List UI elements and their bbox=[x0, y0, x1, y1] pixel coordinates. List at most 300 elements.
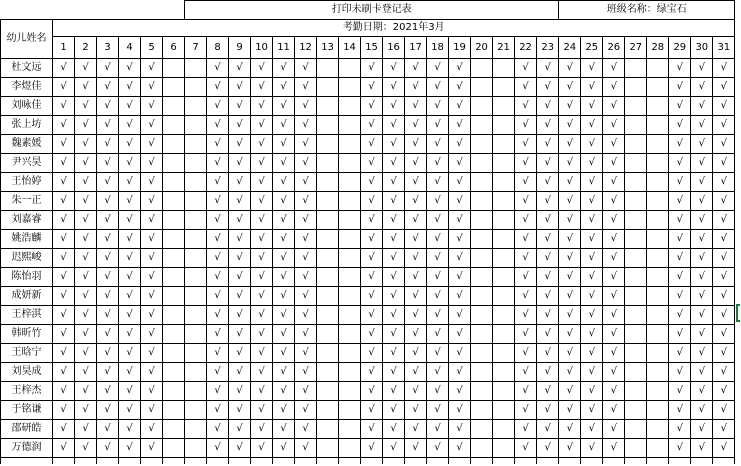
empty-day-cell[interactable] bbox=[625, 382, 647, 401]
check-mark-cell[interactable]: √ bbox=[669, 287, 691, 306]
empty-day-cell[interactable] bbox=[647, 306, 669, 325]
check-mark-cell[interactable]: √ bbox=[251, 249, 273, 268]
check-mark-cell[interactable]: √ bbox=[97, 249, 119, 268]
check-mark-cell[interactable]: √ bbox=[207, 135, 229, 154]
child-name-cell[interactable]: 韩昕竹 bbox=[1, 325, 53, 344]
empty-day-cell[interactable] bbox=[647, 97, 669, 116]
check-mark-cell[interactable]: √ bbox=[75, 325, 97, 344]
check-mark-cell[interactable]: √ bbox=[229, 97, 251, 116]
check-mark-cell[interactable]: √ bbox=[669, 249, 691, 268]
check-mark-cell[interactable]: √ bbox=[581, 59, 603, 78]
check-mark-cell[interactable]: √ bbox=[53, 439, 75, 458]
check-mark-cell[interactable]: √ bbox=[581, 116, 603, 135]
check-mark-cell[interactable]: √ bbox=[713, 344, 735, 363]
empty-day-cell[interactable] bbox=[647, 211, 669, 230]
check-mark-cell[interactable]: √ bbox=[119, 116, 141, 135]
check-mark-cell[interactable]: √ bbox=[207, 382, 229, 401]
check-mark-cell[interactable]: √ bbox=[559, 325, 581, 344]
check-mark-cell[interactable]: √ bbox=[691, 344, 713, 363]
check-mark-cell[interactable]: √ bbox=[273, 230, 295, 249]
empty-day-cell[interactable] bbox=[317, 420, 339, 439]
empty-day-cell[interactable] bbox=[471, 401, 493, 420]
check-mark-cell[interactable]: √ bbox=[581, 344, 603, 363]
check-mark-cell[interactable]: √ bbox=[559, 211, 581, 230]
empty-grid-cell[interactable] bbox=[471, 458, 493, 464]
check-mark-cell[interactable]: √ bbox=[669, 59, 691, 78]
check-mark-cell[interactable]: √ bbox=[713, 78, 735, 97]
empty-grid-cell[interactable] bbox=[669, 458, 691, 464]
check-mark-cell[interactable]: √ bbox=[515, 287, 537, 306]
empty-day-cell[interactable] bbox=[185, 78, 207, 97]
check-mark-cell[interactable]: √ bbox=[383, 230, 405, 249]
empty-day-cell[interactable] bbox=[471, 78, 493, 97]
check-mark-cell[interactable]: √ bbox=[669, 135, 691, 154]
check-mark-cell[interactable]: √ bbox=[361, 420, 383, 439]
check-mark-cell[interactable]: √ bbox=[97, 192, 119, 211]
empty-day-cell[interactable] bbox=[185, 363, 207, 382]
check-mark-cell[interactable]: √ bbox=[405, 59, 427, 78]
check-mark-cell[interactable]: √ bbox=[537, 135, 559, 154]
check-mark-cell[interactable]: √ bbox=[449, 325, 471, 344]
empty-grid-cell[interactable] bbox=[405, 458, 427, 464]
check-mark-cell[interactable]: √ bbox=[603, 59, 625, 78]
empty-day-cell[interactable] bbox=[647, 230, 669, 249]
empty-day-cell[interactable] bbox=[163, 325, 185, 344]
check-mark-cell[interactable]: √ bbox=[515, 135, 537, 154]
check-mark-cell[interactable]: √ bbox=[229, 439, 251, 458]
check-mark-cell[interactable]: √ bbox=[559, 116, 581, 135]
child-name-cell[interactable]: 尹兴昊 bbox=[1, 154, 53, 173]
check-mark-cell[interactable]: √ bbox=[537, 97, 559, 116]
check-mark-cell[interactable]: √ bbox=[405, 306, 427, 325]
check-mark-cell[interactable]: √ bbox=[119, 306, 141, 325]
empty-day-cell[interactable] bbox=[471, 306, 493, 325]
check-mark-cell[interactable]: √ bbox=[97, 78, 119, 97]
empty-day-cell[interactable] bbox=[493, 363, 515, 382]
check-mark-cell[interactable]: √ bbox=[581, 439, 603, 458]
check-mark-cell[interactable]: √ bbox=[713, 59, 735, 78]
empty-day-cell[interactable] bbox=[317, 116, 339, 135]
empty-day-cell[interactable] bbox=[317, 173, 339, 192]
check-mark-cell[interactable]: √ bbox=[691, 211, 713, 230]
day-header-19[interactable]: 19 bbox=[449, 37, 471, 59]
empty-day-cell[interactable] bbox=[185, 268, 207, 287]
check-mark-cell[interactable]: √ bbox=[581, 249, 603, 268]
check-mark-cell[interactable]: √ bbox=[207, 59, 229, 78]
empty-day-cell[interactable] bbox=[339, 116, 361, 135]
check-mark-cell[interactable]: √ bbox=[691, 97, 713, 116]
empty-day-cell[interactable] bbox=[625, 325, 647, 344]
check-mark-cell[interactable]: √ bbox=[559, 344, 581, 363]
day-header-29[interactable]: 29 bbox=[669, 37, 691, 59]
check-mark-cell[interactable]: √ bbox=[295, 439, 317, 458]
check-mark-cell[interactable]: √ bbox=[559, 59, 581, 78]
check-mark-cell[interactable]: √ bbox=[273, 401, 295, 420]
check-mark-cell[interactable]: √ bbox=[361, 287, 383, 306]
empty-day-cell[interactable] bbox=[471, 230, 493, 249]
child-name-cell[interactable]: 杜文远 bbox=[1, 59, 53, 78]
empty-day-cell[interactable] bbox=[647, 78, 669, 97]
empty-day-cell[interactable] bbox=[493, 154, 515, 173]
check-mark-cell[interactable]: √ bbox=[53, 363, 75, 382]
check-mark-cell[interactable]: √ bbox=[229, 116, 251, 135]
check-mark-cell[interactable]: √ bbox=[229, 59, 251, 78]
check-mark-cell[interactable]: √ bbox=[75, 249, 97, 268]
check-mark-cell[interactable]: √ bbox=[141, 344, 163, 363]
check-mark-cell[interactable]: √ bbox=[559, 78, 581, 97]
day-header-13[interactable]: 13 bbox=[317, 37, 339, 59]
empty-day-cell[interactable] bbox=[339, 154, 361, 173]
check-mark-cell[interactable]: √ bbox=[53, 401, 75, 420]
check-mark-cell[interactable]: √ bbox=[53, 135, 75, 154]
empty-day-cell[interactable] bbox=[185, 382, 207, 401]
day-header-28[interactable]: 28 bbox=[647, 37, 669, 59]
check-mark-cell[interactable]: √ bbox=[427, 325, 449, 344]
check-mark-cell[interactable]: √ bbox=[251, 192, 273, 211]
check-mark-cell[interactable]: √ bbox=[251, 59, 273, 78]
check-mark-cell[interactable]: √ bbox=[537, 249, 559, 268]
empty-day-cell[interactable] bbox=[625, 287, 647, 306]
empty-day-cell[interactable] bbox=[163, 230, 185, 249]
empty-grid-cell[interactable] bbox=[537, 458, 559, 464]
check-mark-cell[interactable]: √ bbox=[405, 78, 427, 97]
child-name-cell[interactable]: 于铭谦 bbox=[1, 401, 53, 420]
empty-day-cell[interactable] bbox=[339, 287, 361, 306]
check-mark-cell[interactable]: √ bbox=[229, 173, 251, 192]
check-mark-cell[interactable]: √ bbox=[251, 420, 273, 439]
check-mark-cell[interactable]: √ bbox=[229, 230, 251, 249]
empty-day-cell[interactable] bbox=[339, 401, 361, 420]
check-mark-cell[interactable]: √ bbox=[141, 363, 163, 382]
empty-day-cell[interactable] bbox=[185, 116, 207, 135]
check-mark-cell[interactable]: √ bbox=[141, 382, 163, 401]
check-mark-cell[interactable]: √ bbox=[559, 439, 581, 458]
check-mark-cell[interactable]: √ bbox=[141, 287, 163, 306]
check-mark-cell[interactable]: √ bbox=[273, 173, 295, 192]
day-header-7[interactable]: 7 bbox=[185, 37, 207, 59]
empty-day-cell[interactable] bbox=[493, 420, 515, 439]
check-mark-cell[interactable]: √ bbox=[229, 192, 251, 211]
empty-day-cell[interactable] bbox=[493, 249, 515, 268]
check-mark-cell[interactable]: √ bbox=[405, 382, 427, 401]
check-mark-cell[interactable]: √ bbox=[603, 325, 625, 344]
check-mark-cell[interactable]: √ bbox=[119, 249, 141, 268]
check-mark-cell[interactable]: √ bbox=[581, 97, 603, 116]
check-mark-cell[interactable]: √ bbox=[75, 59, 97, 78]
check-mark-cell[interactable]: √ bbox=[229, 306, 251, 325]
empty-day-cell[interactable] bbox=[185, 59, 207, 78]
check-mark-cell[interactable]: √ bbox=[537, 363, 559, 382]
check-mark-cell[interactable]: √ bbox=[295, 135, 317, 154]
check-mark-cell[interactable]: √ bbox=[53, 249, 75, 268]
check-mark-cell[interactable]: √ bbox=[537, 439, 559, 458]
empty-day-cell[interactable] bbox=[317, 211, 339, 230]
check-mark-cell[interactable]: √ bbox=[537, 59, 559, 78]
empty-grid-cell[interactable] bbox=[185, 458, 207, 464]
check-mark-cell[interactable]: √ bbox=[273, 382, 295, 401]
check-mark-cell[interactable]: √ bbox=[581, 154, 603, 173]
empty-day-cell[interactable] bbox=[493, 268, 515, 287]
day-header-11[interactable]: 11 bbox=[273, 37, 295, 59]
check-mark-cell[interactable]: √ bbox=[537, 306, 559, 325]
check-mark-cell[interactable]: √ bbox=[691, 401, 713, 420]
check-mark-cell[interactable]: √ bbox=[559, 97, 581, 116]
check-mark-cell[interactable]: √ bbox=[449, 268, 471, 287]
check-mark-cell[interactable]: √ bbox=[691, 78, 713, 97]
day-header-23[interactable]: 23 bbox=[537, 37, 559, 59]
empty-day-cell[interactable] bbox=[625, 401, 647, 420]
check-mark-cell[interactable]: √ bbox=[273, 420, 295, 439]
check-mark-cell[interactable]: √ bbox=[515, 382, 537, 401]
check-mark-cell[interactable]: √ bbox=[207, 268, 229, 287]
check-mark-cell[interactable]: √ bbox=[97, 173, 119, 192]
check-mark-cell[interactable]: √ bbox=[119, 401, 141, 420]
check-mark-cell[interactable]: √ bbox=[251, 97, 273, 116]
check-mark-cell[interactable]: √ bbox=[383, 420, 405, 439]
check-mark-cell[interactable]: √ bbox=[251, 211, 273, 230]
check-mark-cell[interactable]: √ bbox=[361, 439, 383, 458]
empty-day-cell[interactable] bbox=[339, 306, 361, 325]
check-mark-cell[interactable]: √ bbox=[515, 173, 537, 192]
check-mark-cell[interactable]: √ bbox=[53, 268, 75, 287]
check-mark-cell[interactable]: √ bbox=[97, 306, 119, 325]
check-mark-cell[interactable]: √ bbox=[141, 154, 163, 173]
check-mark-cell[interactable]: √ bbox=[75, 344, 97, 363]
check-mark-cell[interactable]: √ bbox=[581, 173, 603, 192]
check-mark-cell[interactable]: √ bbox=[603, 382, 625, 401]
empty-day-cell[interactable] bbox=[185, 306, 207, 325]
check-mark-cell[interactable]: √ bbox=[405, 249, 427, 268]
empty-day-cell[interactable] bbox=[339, 439, 361, 458]
check-mark-cell[interactable]: √ bbox=[273, 344, 295, 363]
check-mark-cell[interactable]: √ bbox=[97, 268, 119, 287]
check-mark-cell[interactable]: √ bbox=[713, 382, 735, 401]
check-mark-cell[interactable]: √ bbox=[361, 306, 383, 325]
day-header-18[interactable]: 18 bbox=[427, 37, 449, 59]
empty-day-cell[interactable] bbox=[185, 135, 207, 154]
empty-day-cell[interactable] bbox=[493, 325, 515, 344]
check-mark-cell[interactable]: √ bbox=[405, 287, 427, 306]
check-mark-cell[interactable]: √ bbox=[405, 344, 427, 363]
check-mark-cell[interactable]: √ bbox=[691, 116, 713, 135]
check-mark-cell[interactable]: √ bbox=[515, 306, 537, 325]
check-mark-cell[interactable]: √ bbox=[713, 401, 735, 420]
empty-day-cell[interactable] bbox=[647, 268, 669, 287]
check-mark-cell[interactable]: √ bbox=[405, 135, 427, 154]
check-mark-cell[interactable]: √ bbox=[97, 59, 119, 78]
empty-day-cell[interactable] bbox=[163, 211, 185, 230]
check-mark-cell[interactable]: √ bbox=[691, 230, 713, 249]
empty-day-cell[interactable] bbox=[163, 173, 185, 192]
empty-day-cell[interactable] bbox=[493, 306, 515, 325]
class-name-label[interactable]: 班级名称：绿宝石 bbox=[559, 1, 735, 20]
check-mark-cell[interactable]: √ bbox=[449, 420, 471, 439]
check-mark-cell[interactable]: √ bbox=[449, 306, 471, 325]
check-mark-cell[interactable]: √ bbox=[427, 192, 449, 211]
check-mark-cell[interactable]: √ bbox=[229, 268, 251, 287]
check-mark-cell[interactable]: √ bbox=[383, 97, 405, 116]
check-mark-cell[interactable]: √ bbox=[559, 135, 581, 154]
check-mark-cell[interactable]: √ bbox=[669, 173, 691, 192]
check-mark-cell[interactable]: √ bbox=[119, 59, 141, 78]
check-mark-cell[interactable]: √ bbox=[581, 382, 603, 401]
empty-day-cell[interactable] bbox=[339, 420, 361, 439]
check-mark-cell[interactable]: √ bbox=[273, 363, 295, 382]
empty-day-cell[interactable] bbox=[339, 325, 361, 344]
check-mark-cell[interactable]: √ bbox=[691, 173, 713, 192]
check-mark-cell[interactable]: √ bbox=[97, 230, 119, 249]
empty-day-cell[interactable] bbox=[493, 382, 515, 401]
check-mark-cell[interactable]: √ bbox=[405, 325, 427, 344]
empty-grid-cell[interactable] bbox=[229, 458, 251, 464]
check-mark-cell[interactable]: √ bbox=[229, 287, 251, 306]
check-mark-cell[interactable]: √ bbox=[119, 325, 141, 344]
check-mark-cell[interactable]: √ bbox=[383, 116, 405, 135]
check-mark-cell[interactable]: √ bbox=[141, 192, 163, 211]
check-mark-cell[interactable]: √ bbox=[449, 382, 471, 401]
check-mark-cell[interactable]: √ bbox=[141, 306, 163, 325]
empty-day-cell[interactable] bbox=[185, 192, 207, 211]
check-mark-cell[interactable]: √ bbox=[537, 78, 559, 97]
check-mark-cell[interactable]: √ bbox=[713, 173, 735, 192]
check-mark-cell[interactable]: √ bbox=[383, 59, 405, 78]
check-mark-cell[interactable]: √ bbox=[581, 401, 603, 420]
empty-day-cell[interactable] bbox=[339, 230, 361, 249]
check-mark-cell[interactable]: √ bbox=[251, 439, 273, 458]
check-mark-cell[interactable]: √ bbox=[251, 287, 273, 306]
empty-day-cell[interactable] bbox=[163, 249, 185, 268]
child-name-cell[interactable]: 王梓杰 bbox=[1, 382, 53, 401]
empty-day-cell[interactable] bbox=[339, 59, 361, 78]
empty-day-cell[interactable] bbox=[625, 344, 647, 363]
empty-grid-cell[interactable] bbox=[295, 458, 317, 464]
child-name-header[interactable]: 幼儿姓名 bbox=[1, 20, 53, 59]
empty-day-cell[interactable] bbox=[647, 192, 669, 211]
check-mark-cell[interactable]: √ bbox=[559, 230, 581, 249]
empty-day-cell[interactable] bbox=[163, 287, 185, 306]
check-mark-cell[interactable]: √ bbox=[449, 439, 471, 458]
check-mark-cell[interactable]: √ bbox=[669, 382, 691, 401]
empty-day-cell[interactable] bbox=[625, 59, 647, 78]
check-mark-cell[interactable]: √ bbox=[295, 287, 317, 306]
check-mark-cell[interactable]: √ bbox=[581, 135, 603, 154]
check-mark-cell[interactable]: √ bbox=[53, 230, 75, 249]
check-mark-cell[interactable]: √ bbox=[295, 78, 317, 97]
empty-day-cell[interactable] bbox=[493, 173, 515, 192]
check-mark-cell[interactable]: √ bbox=[273, 287, 295, 306]
check-mark-cell[interactable]: √ bbox=[669, 306, 691, 325]
check-mark-cell[interactable]: √ bbox=[383, 249, 405, 268]
empty-day-cell[interactable] bbox=[625, 135, 647, 154]
check-mark-cell[interactable]: √ bbox=[229, 78, 251, 97]
check-mark-cell[interactable]: √ bbox=[361, 325, 383, 344]
check-mark-cell[interactable]: √ bbox=[449, 154, 471, 173]
check-mark-cell[interactable]: √ bbox=[383, 154, 405, 173]
check-mark-cell[interactable]: √ bbox=[449, 135, 471, 154]
empty-day-cell[interactable] bbox=[471, 192, 493, 211]
check-mark-cell[interactable]: √ bbox=[295, 325, 317, 344]
check-mark-cell[interactable]: √ bbox=[97, 401, 119, 420]
check-mark-cell[interactable]: √ bbox=[537, 230, 559, 249]
check-mark-cell[interactable]: √ bbox=[691, 249, 713, 268]
sheet-title[interactable]: 打印未刷卡登记表 bbox=[185, 1, 559, 20]
check-mark-cell[interactable]: √ bbox=[75, 78, 97, 97]
check-mark-cell[interactable]: √ bbox=[273, 325, 295, 344]
empty-grid-cell[interactable] bbox=[603, 458, 625, 464]
empty-day-cell[interactable] bbox=[493, 135, 515, 154]
check-mark-cell[interactable]: √ bbox=[427, 135, 449, 154]
check-mark-cell[interactable]: √ bbox=[669, 344, 691, 363]
check-mark-cell[interactable]: √ bbox=[141, 249, 163, 268]
check-mark-cell[interactable]: √ bbox=[273, 211, 295, 230]
check-mark-cell[interactable]: √ bbox=[295, 344, 317, 363]
day-header-25[interactable]: 25 bbox=[581, 37, 603, 59]
child-name-cell[interactable]: 张上坊 bbox=[1, 116, 53, 135]
empty-day-cell[interactable] bbox=[317, 135, 339, 154]
check-mark-cell[interactable]: √ bbox=[581, 306, 603, 325]
check-mark-cell[interactable]: √ bbox=[119, 135, 141, 154]
check-mark-cell[interactable]: √ bbox=[229, 325, 251, 344]
day-header-14[interactable]: 14 bbox=[339, 37, 361, 59]
check-mark-cell[interactable]: √ bbox=[515, 78, 537, 97]
check-mark-cell[interactable]: √ bbox=[207, 211, 229, 230]
empty-day-cell[interactable] bbox=[625, 363, 647, 382]
check-mark-cell[interactable]: √ bbox=[75, 173, 97, 192]
empty-day-cell[interactable] bbox=[339, 268, 361, 287]
day-header-3[interactable]: 3 bbox=[97, 37, 119, 59]
check-mark-cell[interactable]: √ bbox=[559, 249, 581, 268]
check-mark-cell[interactable]: √ bbox=[141, 135, 163, 154]
check-mark-cell[interactable]: √ bbox=[603, 154, 625, 173]
check-mark-cell[interactable]: √ bbox=[559, 173, 581, 192]
empty-day-cell[interactable] bbox=[471, 97, 493, 116]
check-mark-cell[interactable]: √ bbox=[669, 154, 691, 173]
check-mark-cell[interactable]: √ bbox=[361, 116, 383, 135]
empty-grid-cell[interactable] bbox=[361, 458, 383, 464]
empty-day-cell[interactable] bbox=[317, 268, 339, 287]
check-mark-cell[interactable]: √ bbox=[229, 249, 251, 268]
check-mark-cell[interactable]: √ bbox=[383, 192, 405, 211]
check-mark-cell[interactable]: √ bbox=[603, 249, 625, 268]
check-mark-cell[interactable]: √ bbox=[75, 420, 97, 439]
check-mark-cell[interactable]: √ bbox=[141, 97, 163, 116]
empty-grid-cell[interactable] bbox=[141, 458, 163, 464]
check-mark-cell[interactable]: √ bbox=[427, 173, 449, 192]
check-mark-cell[interactable]: √ bbox=[97, 154, 119, 173]
check-mark-cell[interactable]: √ bbox=[603, 173, 625, 192]
empty-day-cell[interactable] bbox=[339, 192, 361, 211]
empty-day-cell[interactable] bbox=[471, 420, 493, 439]
check-mark-cell[interactable]: √ bbox=[361, 78, 383, 97]
check-mark-cell[interactable]: √ bbox=[537, 268, 559, 287]
check-mark-cell[interactable]: √ bbox=[97, 116, 119, 135]
check-mark-cell[interactable]: √ bbox=[427, 420, 449, 439]
check-mark-cell[interactable]: √ bbox=[405, 363, 427, 382]
check-mark-cell[interactable]: √ bbox=[295, 306, 317, 325]
empty-day-cell[interactable] bbox=[647, 249, 669, 268]
check-mark-cell[interactable]: √ bbox=[361, 382, 383, 401]
check-mark-cell[interactable]: √ bbox=[427, 230, 449, 249]
empty-day-cell[interactable] bbox=[625, 97, 647, 116]
check-mark-cell[interactable]: √ bbox=[405, 401, 427, 420]
check-mark-cell[interactable]: √ bbox=[581, 287, 603, 306]
check-mark-cell[interactable]: √ bbox=[361, 135, 383, 154]
check-mark-cell[interactable]: √ bbox=[449, 173, 471, 192]
check-mark-cell[interactable]: √ bbox=[361, 211, 383, 230]
check-mark-cell[interactable]: √ bbox=[273, 135, 295, 154]
check-mark-cell[interactable]: √ bbox=[427, 401, 449, 420]
empty-day-cell[interactable] bbox=[163, 363, 185, 382]
